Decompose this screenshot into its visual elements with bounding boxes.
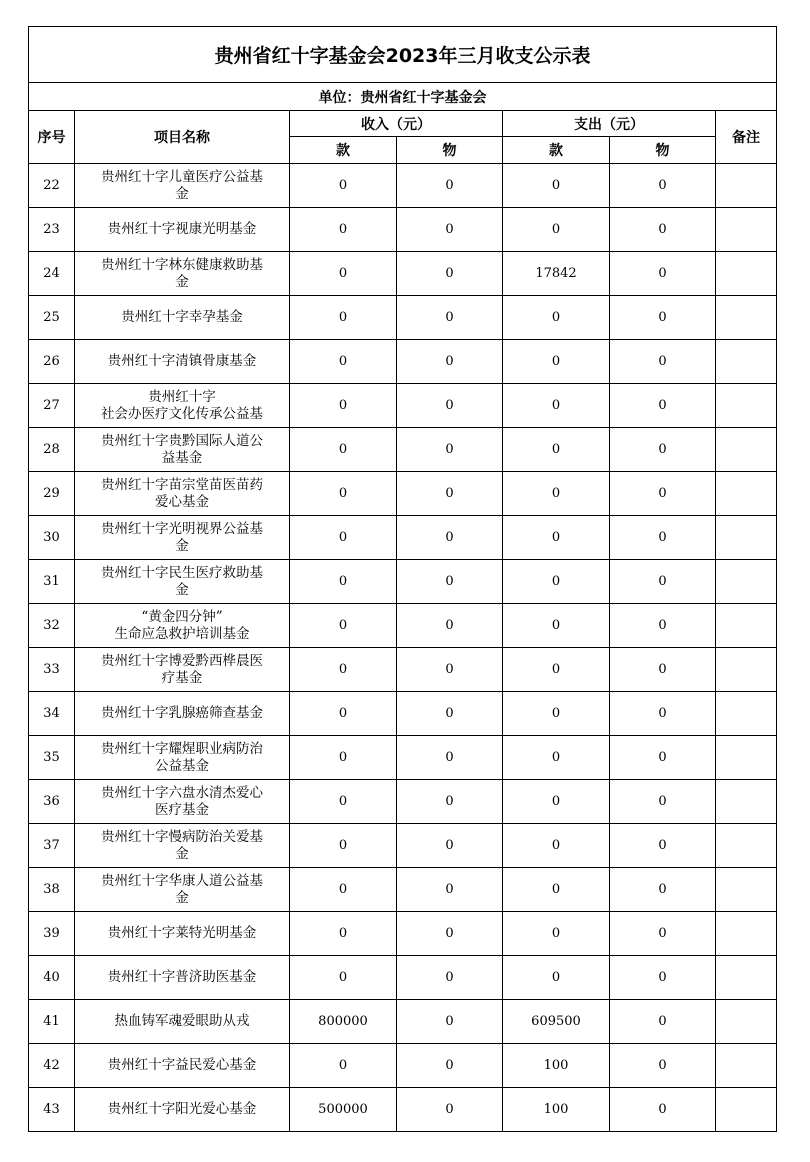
row-remark bbox=[716, 692, 777, 736]
row-expense-cash: 0 bbox=[503, 428, 610, 472]
table-row bbox=[29, 472, 777, 516]
row-expense-goods: 0 bbox=[610, 164, 716, 208]
row-income-goods: 0 bbox=[397, 1088, 503, 1132]
project-name-line: 贵州红十字清镇骨康基金 bbox=[107, 353, 257, 369]
row-income-goods: 0 bbox=[397, 824, 503, 868]
row-expense-goods: 0 bbox=[610, 956, 716, 1000]
row-seq: 28 bbox=[29, 428, 75, 472]
row-expense-goods: 0 bbox=[610, 1044, 716, 1088]
row-expense-cash: 0 bbox=[503, 296, 610, 340]
row-remark bbox=[716, 868, 777, 912]
row-remark bbox=[716, 384, 777, 428]
header-seq: 序号 bbox=[29, 111, 75, 164]
header-expense-goods: 物 bbox=[610, 137, 716, 164]
row-remark bbox=[716, 340, 777, 384]
row-seq: 34 bbox=[29, 692, 75, 736]
row-remark bbox=[716, 604, 777, 648]
row-income-goods: 0 bbox=[397, 384, 503, 428]
table-row bbox=[29, 516, 777, 560]
row-project-name bbox=[75, 868, 290, 912]
row-project-name bbox=[75, 340, 290, 384]
project-name-line: 贵州红十字莱特光明基金 bbox=[107, 925, 257, 941]
project-name-line: 贵州红十字益民爱心基金 bbox=[107, 1057, 257, 1073]
project-name-line: 金 bbox=[175, 581, 189, 598]
row-expense-cash: 17842 bbox=[503, 252, 610, 296]
row-remark bbox=[716, 428, 777, 472]
row-expense-goods: 0 bbox=[610, 516, 716, 560]
row-income-goods: 0 bbox=[397, 428, 503, 472]
row-income-goods: 0 bbox=[397, 648, 503, 692]
row-project-name bbox=[75, 780, 290, 824]
row-income-cash: 0 bbox=[290, 384, 397, 428]
row-remark bbox=[716, 516, 777, 560]
row-income-goods: 0 bbox=[397, 956, 503, 1000]
row-project-name bbox=[75, 296, 290, 340]
row-remark bbox=[716, 1088, 777, 1132]
row-expense-cash: 0 bbox=[503, 472, 610, 516]
row-seq: 41 bbox=[29, 1000, 75, 1044]
header-income-goods: 物 bbox=[397, 137, 503, 164]
row-project-name bbox=[75, 208, 290, 252]
table-row bbox=[29, 252, 777, 296]
project-name-line: 贵州红十字贵黔国际人道公 bbox=[101, 432, 263, 449]
row-remark bbox=[716, 912, 777, 956]
project-name-line: 贵州红十字阳光爱心基金 bbox=[107, 1101, 257, 1117]
row-income-goods: 0 bbox=[397, 252, 503, 296]
project-name-line: 贵州红十字博爱黔西桦晨医 bbox=[101, 652, 263, 669]
row-expense-cash: 0 bbox=[503, 692, 610, 736]
row-remark bbox=[716, 560, 777, 604]
row-expense-cash: 0 bbox=[503, 648, 610, 692]
row-expense-goods: 0 bbox=[610, 340, 716, 384]
project-name-line: 贵州红十字光明视界公益基 bbox=[101, 520, 263, 537]
table-row bbox=[29, 1088, 777, 1132]
project-name-line: 贵州红十字六盘水清杰爱心 bbox=[101, 784, 263, 801]
row-expense-goods: 0 bbox=[610, 252, 716, 296]
project-name-line: 贵州红十字耀煋职业病防治 bbox=[101, 740, 263, 757]
row-remark bbox=[716, 956, 777, 1000]
row-expense-cash: 0 bbox=[503, 868, 610, 912]
table-row bbox=[29, 208, 777, 252]
row-seq: 32 bbox=[29, 604, 75, 648]
row-income-goods: 0 bbox=[397, 340, 503, 384]
project-name-line: 贵州红十字视康光明基金 bbox=[107, 221, 257, 237]
row-expense-goods: 0 bbox=[610, 736, 716, 780]
row-expense-cash: 100 bbox=[503, 1044, 610, 1088]
row-income-goods: 0 bbox=[397, 472, 503, 516]
row-expense-goods: 0 bbox=[610, 384, 716, 428]
project-name-line: 爱心基金 bbox=[155, 493, 209, 510]
project-name-line: 公益基金 bbox=[155, 757, 209, 774]
table-row bbox=[29, 780, 777, 824]
row-remark bbox=[716, 296, 777, 340]
project-name-line: 生命应急救护培训基金 bbox=[114, 625, 250, 642]
row-seq: 39 bbox=[29, 912, 75, 956]
disclosure-table bbox=[28, 26, 777, 1132]
row-expense-cash: 0 bbox=[503, 736, 610, 780]
row-income-goods: 0 bbox=[397, 692, 503, 736]
row-remark bbox=[716, 824, 777, 868]
row-expense-cash: 0 bbox=[503, 604, 610, 648]
table-row bbox=[29, 956, 777, 1000]
row-seq: 24 bbox=[29, 252, 75, 296]
project-name-line: 贵州红十字民生医疗救助基 bbox=[101, 564, 263, 581]
header-expense-cash: 款 bbox=[503, 137, 610, 164]
project-name-line: “黄金四分钟” bbox=[141, 608, 223, 625]
row-expense-cash: 100 bbox=[503, 1088, 610, 1132]
project-name-line: 益基金 bbox=[161, 449, 203, 466]
row-income-goods: 0 bbox=[397, 1000, 503, 1044]
row-income-cash: 0 bbox=[290, 780, 397, 824]
row-expense-cash: 609500 bbox=[503, 1000, 610, 1044]
row-remark bbox=[716, 780, 777, 824]
row-seq: 40 bbox=[29, 956, 75, 1000]
project-name-line: 贵州红十字乳腺癌筛查基金 bbox=[101, 705, 263, 721]
project-name-line: 金 bbox=[175, 845, 189, 862]
row-project-name bbox=[75, 1088, 290, 1132]
header-income-cash: 款 bbox=[290, 137, 397, 164]
row-seq: 33 bbox=[29, 648, 75, 692]
row-seq: 42 bbox=[29, 1044, 75, 1088]
row-remark bbox=[716, 736, 777, 780]
row-expense-cash: 0 bbox=[503, 780, 610, 824]
table-row bbox=[29, 1000, 777, 1044]
row-seq: 37 bbox=[29, 824, 75, 868]
row-expense-goods: 0 bbox=[610, 472, 716, 516]
row-income-cash: 0 bbox=[290, 560, 397, 604]
row-income-cash: 0 bbox=[290, 692, 397, 736]
row-income-goods: 0 bbox=[397, 560, 503, 604]
row-expense-cash: 0 bbox=[503, 208, 610, 252]
row-income-cash: 0 bbox=[290, 912, 397, 956]
row-income-cash: 0 bbox=[290, 736, 397, 780]
table-row bbox=[29, 340, 777, 384]
row-income-goods: 0 bbox=[397, 208, 503, 252]
row-expense-goods: 0 bbox=[610, 692, 716, 736]
table-row bbox=[29, 1044, 777, 1088]
row-remark bbox=[716, 1044, 777, 1088]
row-expense-goods: 0 bbox=[610, 208, 716, 252]
table-row bbox=[29, 912, 777, 956]
row-project-name bbox=[75, 692, 290, 736]
row-project-name bbox=[75, 1044, 290, 1088]
row-income-cash: 0 bbox=[290, 1044, 397, 1088]
row-income-cash: 0 bbox=[290, 252, 397, 296]
table-row bbox=[29, 692, 777, 736]
row-income-goods: 0 bbox=[397, 736, 503, 780]
row-remark bbox=[716, 1000, 777, 1044]
project-name-line: 贵州红十字儿童医疗公益基 bbox=[101, 168, 263, 185]
table-row bbox=[29, 384, 777, 428]
row-expense-cash: 0 bbox=[503, 516, 610, 560]
page-title: 贵州省红十字基金会2023年三月收支公示表 bbox=[29, 27, 777, 83]
row-seq: 27 bbox=[29, 384, 75, 428]
row-seq: 36 bbox=[29, 780, 75, 824]
project-name-line: 金 bbox=[175, 185, 189, 202]
row-seq: 29 bbox=[29, 472, 75, 516]
row-seq: 31 bbox=[29, 560, 75, 604]
table-row bbox=[29, 560, 777, 604]
row-expense-goods: 0 bbox=[610, 604, 716, 648]
row-expense-goods: 0 bbox=[610, 648, 716, 692]
table-row bbox=[29, 604, 777, 648]
row-income-goods: 0 bbox=[397, 780, 503, 824]
row-expense-cash: 0 bbox=[503, 340, 610, 384]
table-row bbox=[29, 164, 777, 208]
row-seq: 22 bbox=[29, 164, 75, 208]
row-project-name bbox=[75, 560, 290, 604]
header-remark: 备注 bbox=[716, 111, 777, 164]
row-remark bbox=[716, 472, 777, 516]
project-name-line: 贵州红十字 bbox=[148, 388, 216, 405]
project-name-line: 社会办医疗文化传承公益基 bbox=[101, 405, 263, 422]
table-row bbox=[29, 428, 777, 472]
row-income-cash: 0 bbox=[290, 296, 397, 340]
row-seq: 30 bbox=[29, 516, 75, 560]
row-remark bbox=[716, 252, 777, 296]
table-row bbox=[29, 824, 777, 868]
row-project-name bbox=[75, 824, 290, 868]
row-seq: 38 bbox=[29, 868, 75, 912]
project-name-line: 贵州红十字幸孕基金 bbox=[121, 309, 243, 325]
row-income-cash: 0 bbox=[290, 208, 397, 252]
row-seq: 26 bbox=[29, 340, 75, 384]
row-expense-goods: 0 bbox=[610, 1088, 716, 1132]
row-expense-cash: 0 bbox=[503, 164, 610, 208]
project-name-line: 金 bbox=[175, 889, 189, 906]
table-row bbox=[29, 648, 777, 692]
project-name-line: 贵州红十字普济助医基金 bbox=[107, 969, 257, 985]
row-income-goods: 0 bbox=[397, 868, 503, 912]
row-expense-goods: 0 bbox=[610, 912, 716, 956]
project-name-line: 医疗基金 bbox=[155, 801, 209, 818]
row-project-name bbox=[75, 1000, 290, 1044]
header-income: 收入（元） bbox=[290, 111, 503, 137]
row-seq: 23 bbox=[29, 208, 75, 252]
project-name-line: 疗基金 bbox=[161, 669, 203, 686]
table-row bbox=[29, 868, 777, 912]
row-income-goods: 0 bbox=[397, 604, 503, 648]
row-expense-goods: 0 bbox=[610, 780, 716, 824]
table-row bbox=[29, 736, 777, 780]
project-name-line: 金 bbox=[175, 537, 189, 554]
row-income-cash: 0 bbox=[290, 604, 397, 648]
row-expense-cash: 0 bbox=[503, 912, 610, 956]
row-income-goods: 0 bbox=[397, 912, 503, 956]
project-name-line: 贵州红十字华康人道公益基 bbox=[101, 872, 263, 889]
row-income-cash: 0 bbox=[290, 956, 397, 1000]
row-income-cash: 0 bbox=[290, 472, 397, 516]
row-project-name bbox=[75, 428, 290, 472]
table-row bbox=[29, 296, 777, 340]
row-income-goods: 0 bbox=[397, 164, 503, 208]
header-expense: 支出（元） bbox=[503, 111, 716, 137]
row-remark bbox=[716, 208, 777, 252]
project-name-line: 金 bbox=[175, 273, 189, 290]
project-name-line: 贵州红十字苗宗堂苗医苗药 bbox=[101, 476, 263, 493]
row-income-cash: 0 bbox=[290, 164, 397, 208]
row-income-cash: 500000 bbox=[290, 1088, 397, 1132]
project-name-line: 贵州红十字林东健康救助基 bbox=[101, 256, 263, 273]
row-project-name bbox=[75, 252, 290, 296]
row-seq: 35 bbox=[29, 736, 75, 780]
row-expense-goods: 0 bbox=[610, 428, 716, 472]
row-income-goods: 0 bbox=[397, 1044, 503, 1088]
row-expense-cash: 0 bbox=[503, 824, 610, 868]
row-income-cash: 0 bbox=[290, 824, 397, 868]
row-income-cash: 0 bbox=[290, 868, 397, 912]
row-seq: 43 bbox=[29, 1088, 75, 1132]
row-project-name bbox=[75, 472, 290, 516]
row-remark bbox=[716, 648, 777, 692]
row-expense-cash: 0 bbox=[503, 560, 610, 604]
row-remark bbox=[716, 164, 777, 208]
row-seq: 25 bbox=[29, 296, 75, 340]
row-expense-cash: 0 bbox=[503, 384, 610, 428]
row-project-name bbox=[75, 648, 290, 692]
row-expense-goods: 0 bbox=[610, 560, 716, 604]
row-income-cash: 800000 bbox=[290, 1000, 397, 1044]
row-income-cash: 0 bbox=[290, 516, 397, 560]
row-income-cash: 0 bbox=[290, 340, 397, 384]
row-income-cash: 0 bbox=[290, 648, 397, 692]
row-expense-goods: 0 bbox=[610, 868, 716, 912]
row-expense-goods: 0 bbox=[610, 1000, 716, 1044]
row-project-name bbox=[75, 516, 290, 560]
row-expense-cash: 0 bbox=[503, 956, 610, 1000]
row-income-cash: 0 bbox=[290, 428, 397, 472]
row-income-goods: 0 bbox=[397, 296, 503, 340]
row-expense-goods: 0 bbox=[610, 296, 716, 340]
project-name-line: 贵州红十字慢病防治关爱基 bbox=[101, 828, 263, 845]
row-expense-goods: 0 bbox=[610, 824, 716, 868]
row-income-goods: 0 bbox=[397, 516, 503, 560]
row-project-name bbox=[75, 384, 290, 428]
row-project-name bbox=[75, 912, 290, 956]
header-project-name: 项目名称 bbox=[75, 111, 290, 164]
project-name-line: 热血铸军魂爱眼助从戎 bbox=[114, 1013, 250, 1029]
row-project-name bbox=[75, 604, 290, 648]
row-project-name bbox=[75, 736, 290, 780]
unit-label: 单位：贵州省红十字基金会 bbox=[29, 83, 777, 111]
row-project-name bbox=[75, 164, 290, 208]
row-project-name bbox=[75, 956, 290, 1000]
